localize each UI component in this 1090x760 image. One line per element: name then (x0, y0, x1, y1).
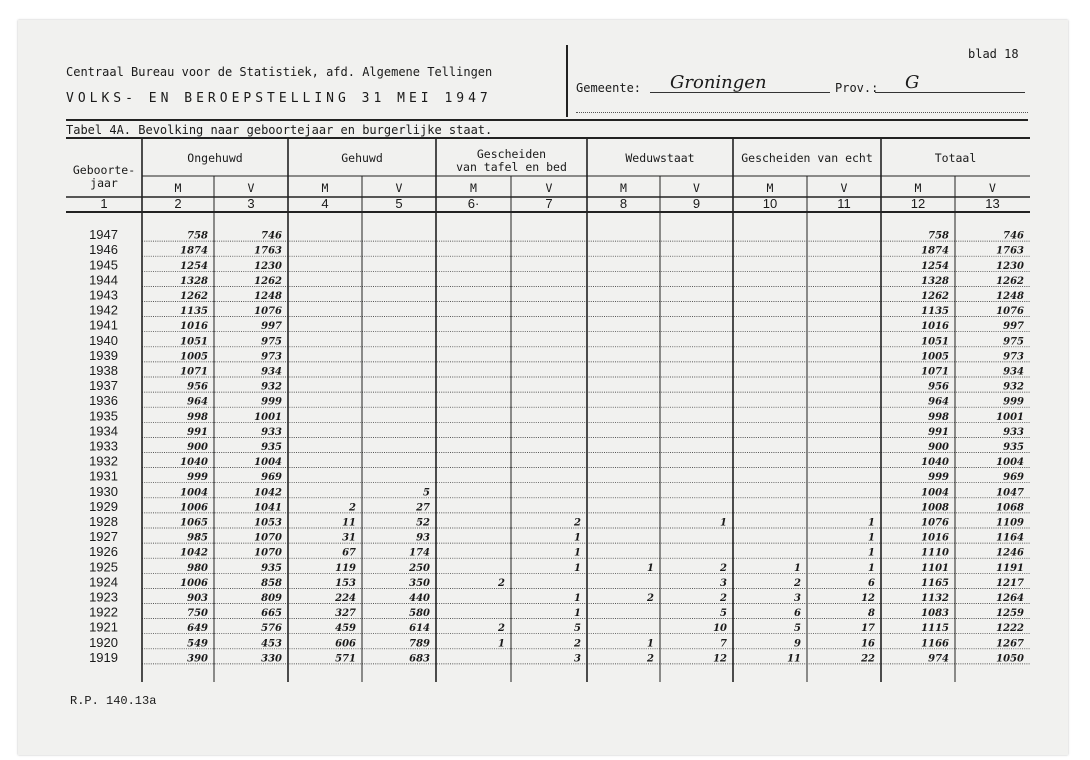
year-header: Geboorte- (72, 163, 136, 177)
table-cell: 1230 (254, 260, 282, 272)
table-cell: 683 (409, 653, 430, 665)
table-cell: 1047 (996, 487, 1024, 499)
table-cell: 8 (868, 608, 875, 620)
table-cell: 932 (1003, 381, 1024, 393)
column-number: 13 (985, 196, 1000, 211)
birth-year: 1945 (89, 257, 118, 273)
table-cell: 1070 (254, 532, 282, 544)
census-title: VOLKS- EN BEROEPSTELLING 31 MEI 1947 (66, 91, 492, 106)
sub-header: M (470, 181, 477, 195)
table-cell: 1 (574, 532, 581, 544)
table-cell: 1246 (996, 547, 1024, 559)
table-cell: 758 (928, 230, 949, 242)
table-cell: 991 (187, 426, 208, 438)
table-cell: 2 (720, 562, 727, 574)
table-cell: 997 (1003, 321, 1024, 333)
sub-header: M (174, 181, 182, 195)
table-cell: 549 (187, 638, 208, 650)
table-cell: 1005 (180, 351, 208, 363)
table-cell: 933 (1003, 426, 1024, 438)
sub-header: V (545, 181, 553, 195)
table-cell: 1 (868, 547, 875, 559)
birth-year: 1947 (89, 227, 118, 243)
table-cell: 999 (187, 472, 208, 484)
table-cell: 1006 (180, 502, 208, 514)
table-cell: 174 (409, 547, 430, 559)
group-header: Totaal (934, 151, 977, 165)
table-cell: 1166 (921, 638, 949, 650)
birth-year: 1932 (89, 453, 118, 469)
table-cell: 440 (409, 593, 430, 604)
table-cell: 5 (720, 608, 727, 620)
group-header: Gehuwd (341, 151, 383, 165)
table-cell: 1262 (996, 275, 1024, 287)
table-cell: 935 (261, 442, 282, 453)
column-number: 3 (247, 196, 255, 211)
table-cell: 1874 (921, 245, 949, 257)
table-cell: 1248 (996, 291, 1024, 302)
table-cell: 1 (574, 593, 581, 604)
table-cell: 934 (261, 366, 282, 378)
birth-year: 1934 (89, 423, 118, 439)
form-reference: R.P. 140.13a (70, 694, 157, 708)
table-cell: 1132 (921, 593, 949, 604)
table-cell: 900 (187, 442, 208, 453)
sub-header: V (395, 181, 403, 195)
table-cell: 11 (342, 517, 356, 529)
province-value: G (905, 72, 920, 93)
table-cell: 2 (647, 653, 654, 665)
table-cell: 1053 (254, 517, 282, 529)
table-cell: 6 (794, 608, 801, 620)
table-cell: 7 (720, 638, 727, 650)
birth-year: 1924 (89, 574, 118, 590)
column-number: 10 (762, 196, 778, 211)
table-cell: 1016 (180, 321, 208, 333)
birth-year: 1931 (89, 468, 118, 484)
column-number: 6· (467, 196, 480, 211)
table-cell: 1 (868, 517, 875, 529)
birth-year: 1921 (89, 619, 118, 635)
table-cell: 1 (794, 562, 801, 574)
table-cell: 1 (868, 532, 875, 544)
column-number: 1 (100, 196, 108, 211)
birth-year: 1942 (89, 302, 118, 318)
table-cell: 973 (1003, 351, 1024, 363)
table-cell: 16 (861, 638, 875, 650)
table-cell: 459 (335, 623, 356, 635)
birth-year: 1941 (89, 317, 118, 333)
table-cell: 1248 (254, 291, 282, 302)
table-cell: 1004 (180, 487, 208, 499)
group-header: van tafel en bed (456, 160, 567, 174)
birth-year: 1937 (89, 378, 118, 394)
sub-header: V (693, 181, 700, 195)
table-cell: 1076 (996, 306, 1024, 318)
table-cell: 809 (261, 593, 282, 604)
table-cell: 12 (861, 593, 875, 604)
birth-year: 1928 (89, 514, 118, 529)
column-number: 12 (910, 196, 926, 211)
table-cell: 1217 (996, 577, 1024, 589)
table-cell: 1 (574, 547, 581, 559)
table-cell: 2 (498, 623, 505, 635)
table-cell: 935 (261, 562, 282, 574)
birth-year: 1943 (89, 287, 118, 303)
table-cell: 1874 (180, 245, 208, 257)
birth-year: 1920 (89, 634, 118, 650)
table-cell: 746 (1003, 230, 1024, 242)
column-number: 2 (174, 196, 182, 211)
table-cell: 935 (1003, 442, 1024, 453)
table-cell: 153 (335, 577, 356, 589)
table-cell: 2 (574, 638, 581, 650)
table-cell: 1001 (996, 411, 1024, 423)
table-cell: 17 (861, 623, 875, 635)
table-cell: 1763 (996, 245, 1024, 257)
birth-year: 1946 (89, 242, 118, 258)
table-cell: 1 (498, 638, 505, 650)
table-cell: 973 (261, 351, 282, 363)
group-header: Ongehuwd (187, 151, 243, 165)
table-cell: 327 (335, 608, 356, 620)
table-cell: 975 (1003, 336, 1024, 348)
table-cell: 1254 (180, 260, 208, 272)
birth-year: 1925 (89, 559, 118, 575)
province-label: Prov.: (835, 81, 879, 95)
table-cell: 1005 (921, 351, 949, 363)
table-cell: 606 (335, 638, 356, 650)
birth-year: 1923 (89, 589, 118, 605)
table-cell: 1051 (180, 336, 208, 348)
table-cell: 1135 (180, 306, 208, 318)
table-cell: 1042 (180, 547, 208, 559)
table-cell: 1267 (996, 638, 1024, 650)
table-cell: 649 (187, 623, 208, 635)
table-cell: 1264 (996, 593, 1024, 604)
bureau-title: Centraal Bureau voor de Statistiek, afd. Algemene Tellingen (66, 65, 493, 79)
table-cell: 1004 (921, 487, 949, 499)
table-cell: 1222 (996, 623, 1024, 635)
table-cell: 1254 (921, 260, 949, 272)
table-cell: 1051 (921, 336, 949, 348)
sub-header: V (989, 181, 996, 195)
table-cell: 330 (261, 653, 282, 665)
table-cell: 789 (409, 638, 430, 650)
table-cell: 999 (261, 396, 282, 408)
table-cell: 980 (187, 562, 208, 574)
table-cell: 934 (1003, 366, 1024, 378)
birth-year: 1936 (89, 393, 118, 409)
table-cell: 1 (574, 562, 581, 574)
table-cell: 1101 (921, 562, 949, 574)
table-cell: 750 (187, 608, 208, 620)
table-cell: 2 (498, 577, 505, 589)
group-header: Gescheiden van echt (741, 151, 873, 165)
table-cell: 1 (720, 517, 727, 529)
sub-header: M (321, 181, 329, 195)
table-cell: 1071 (180, 366, 208, 378)
table-cell: 903 (187, 593, 208, 604)
table-cell: 2 (647, 593, 654, 604)
group-header: Weduwstaat (625, 151, 695, 165)
table-cell: 1016 (921, 321, 949, 333)
table-cell: 758 (187, 230, 208, 242)
table-cell: 1042 (254, 487, 282, 499)
birth-year: 1944 (89, 272, 118, 288)
column-number: 8 (619, 196, 628, 211)
table-cell: 2 (574, 517, 581, 529)
column-number: 4 (321, 196, 329, 211)
table-cell: 22 (861, 653, 875, 665)
table-cell: 1262 (254, 275, 282, 287)
table-cell: 31 (342, 532, 356, 544)
table-cell: 1004 (254, 457, 282, 469)
column-number: 7 (545, 196, 553, 211)
table-cell: 1262 (180, 291, 208, 302)
table-cell: 52 (416, 517, 430, 529)
table-cell: 571 (335, 653, 356, 665)
birth-year: 1935 (89, 408, 118, 424)
table-cell: 27 (416, 502, 430, 514)
table-cell: 998 (187, 411, 208, 423)
table-cell: 1191 (996, 562, 1024, 574)
table-cell: 1 (574, 608, 581, 620)
table-cell: 998 (928, 411, 949, 423)
table-cell: 1135 (921, 306, 949, 318)
table-cell: 1 (647, 638, 654, 650)
table-cell: 746 (261, 230, 282, 242)
table-cell: 250 (409, 562, 430, 574)
table-cell: 1 (868, 562, 875, 574)
table-cell: 1001 (254, 411, 282, 423)
table-cell: 614 (409, 623, 430, 635)
table-cell: 1004 (996, 457, 1024, 469)
birth-year: 1919 (89, 649, 118, 665)
table-cell: 5 (574, 623, 581, 635)
table-cell: 1050 (996, 653, 1024, 665)
table-cell: 964 (187, 396, 208, 408)
table-cell: 6 (868, 577, 875, 589)
table-cell: 1006 (180, 577, 208, 589)
table-cell: 974 (928, 653, 949, 665)
table-cell: 991 (928, 426, 949, 438)
birth-year: 1933 (89, 438, 118, 454)
column-number: 11 (837, 196, 851, 211)
table-cell: 932 (261, 381, 282, 393)
table-cell: 956 (187, 381, 208, 393)
column-number: 5 (395, 196, 403, 211)
table-cell: 119 (335, 562, 356, 574)
table-cell: 997 (261, 321, 282, 333)
table-cell: 956 (928, 381, 949, 393)
table-cell: 1076 (921, 517, 949, 529)
sub-header: M (914, 181, 922, 195)
table-cell: 1070 (254, 547, 282, 559)
table-cell: 5 (423, 487, 430, 499)
table-cell: 900 (928, 442, 949, 453)
table-cell: 1763 (254, 245, 282, 257)
table-cell: 576 (261, 623, 282, 635)
table-cell: 5 (794, 623, 801, 635)
table-cell: 580 (409, 608, 430, 620)
table-cell: 1230 (996, 260, 1024, 272)
table-cell: 11 (787, 653, 801, 665)
table-cell: 1328 (921, 275, 949, 287)
table-title: Tabel 4A. Bevolking naar geboortejaar en burgerlijke staat. (66, 123, 493, 137)
table-cell: 969 (261, 472, 282, 484)
table-cell: 350 (409, 577, 430, 589)
municipality-label: Gemeente: (576, 81, 642, 95)
table-cell: 1071 (921, 366, 949, 378)
table-cell: 969 (1003, 472, 1024, 484)
table-cell: 1068 (996, 502, 1024, 514)
birth-year: 1930 (89, 483, 118, 499)
sheet-number: blad 18 (968, 47, 1019, 61)
table-cell: 1076 (254, 306, 282, 318)
sub-header: V (247, 181, 255, 195)
table-cell: 975 (261, 336, 282, 348)
table-cell: 224 (335, 593, 356, 604)
year-header: jaar (90, 176, 118, 190)
table-cell: 1115 (921, 623, 949, 635)
table-cell: 1328 (180, 275, 208, 287)
table-cell: 453 (261, 638, 282, 650)
table-cell: 9 (794, 638, 801, 650)
table-cell: 1008 (921, 502, 949, 514)
birth-year: 1938 (89, 363, 118, 378)
table-cell: 2 (720, 593, 727, 604)
table-cell: 985 (187, 532, 208, 544)
table-cell: 1165 (921, 577, 949, 589)
column-number: 9 (692, 196, 701, 211)
table-cell: 933 (261, 426, 282, 438)
table-cell: 67 (342, 547, 356, 559)
sub-header: V (840, 181, 848, 195)
sub-header: M (620, 181, 627, 195)
table-cell: 1040 (180, 457, 208, 469)
table-cell: 1040 (921, 457, 949, 469)
table-cell: 1 (647, 562, 654, 574)
table-cell: 1259 (996, 608, 1024, 620)
sub-header: M (766, 181, 774, 195)
birth-year: 1939 (89, 347, 118, 363)
table-cell: 1065 (180, 517, 208, 529)
birth-year: 1940 (89, 332, 118, 348)
table-cell: 10 (713, 623, 727, 635)
table-cell: 964 (928, 396, 949, 408)
table-cell: 1164 (996, 532, 1024, 544)
table-cell: 1262 (921, 291, 949, 302)
table-cell: 2 (794, 577, 801, 589)
table-cell: 1016 (921, 532, 949, 544)
birth-year: 1927 (89, 529, 118, 545)
table-cell: 1110 (921, 547, 949, 559)
table-cell: 858 (261, 577, 282, 589)
table-cell: 3 (720, 577, 727, 589)
table-cell: 93 (416, 532, 430, 544)
birth-year: 1922 (89, 604, 118, 620)
birth-year: 1929 (89, 498, 118, 514)
table-cell: 1041 (254, 502, 282, 514)
birth-year: 1926 (89, 544, 118, 560)
table-cell: 999 (928, 472, 949, 484)
table-cell: 2 (349, 502, 356, 514)
table-cell: 3 (794, 593, 801, 604)
table-cell: 390 (187, 653, 208, 665)
table-cell: 665 (261, 608, 282, 620)
group-header: Gescheiden (476, 147, 547, 161)
table-cell: 12 (713, 653, 727, 665)
municipality-value: Groningen (670, 72, 767, 93)
table-cell: 999 (1003, 396, 1024, 408)
table-cell: 1109 (996, 517, 1024, 529)
table-cell: 1083 (921, 608, 949, 620)
table-cell: 3 (574, 653, 581, 665)
